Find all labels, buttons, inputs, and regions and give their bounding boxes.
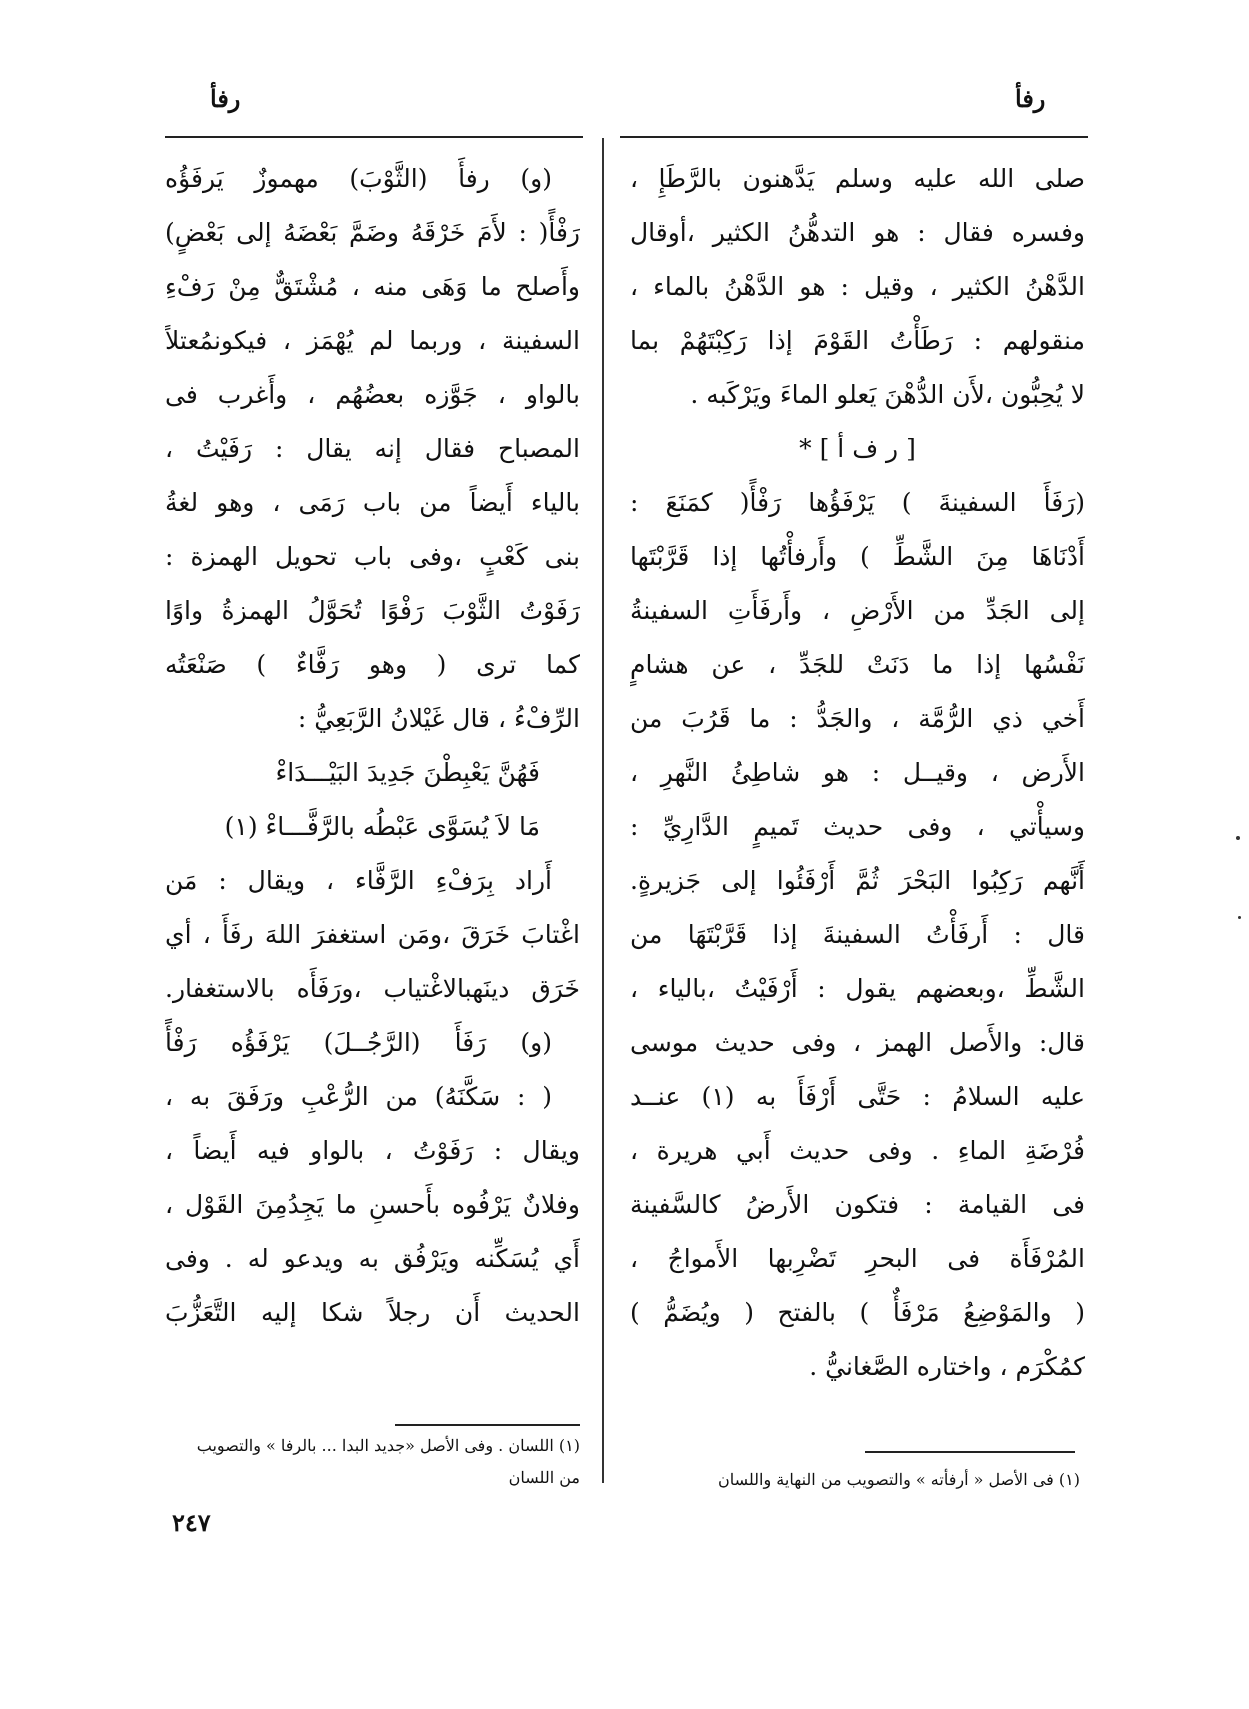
text-line: عليه السلامُ : حَتَّى أَرْفَأَ به (١) عنــد <box>630 1082 1085 1111</box>
text-line: منقولهم : رَطَأْتُ القَوْمَ إذا رَكِبْتَهُمْ بما <box>630 326 1085 355</box>
text-line: وفسره فقال : هو التدهُّنُ الكثير ،أوقال <box>630 218 1085 247</box>
text-line: رَفَوْتُ الثَّوْبَ رَفْوًا تُحَوَّلُ الهمزةُ واوًا <box>165 596 580 625</box>
text-line: (و) رَفَأَ (الرَّجُــلَ) يَرْفَؤُه رَفْأً <box>165 1028 552 1057</box>
text-line: ويقال : رَفَوْتُ ، بالواو فيه أَيضاً ، <box>165 1136 580 1165</box>
scan-speck <box>1236 836 1240 840</box>
text-line: المصباح فقال إنه يقال : رَفَيْتُ ، <box>165 434 580 463</box>
text-line: كما ترى ( وهو رَفَّاءٌ ) صَنْعَتُه <box>165 650 580 679</box>
text-line: خَرَق دينَهبالاغْتياب ،ورَفَأَه بالاستغفار. <box>165 974 580 1003</box>
footnote-text: (١) اللسان . وفى الأصل «جديد البدا ... بالرفا » والتصويب <box>196 1436 580 1455</box>
text-line: قال : أَرفَأْتُ السفينةَ إذا قَرَّبْتَهَا من <box>630 920 1085 949</box>
left-column <box>165 152 580 1340</box>
footnote-left <box>165 1430 580 1494</box>
footnote-rule-right <box>865 1451 1075 1453</box>
text-line: رَفْأً( : لأَمَ خَرْقَهُ وضَمَّ بَعْضَهُ إلى بَعْضٍ) <box>165 218 580 247</box>
text-line: بنى كَعْبٍ ،وفى باب تحويل الهمزة : <box>165 542 580 571</box>
text-line: (و) رفأَ (الثَّوْبَ) مهموزٌ يَرفَؤُه <box>165 164 552 193</box>
text-line: أَي يُسَكِّنه ويَرْفُق به ويدعو له . وفى <box>165 1244 580 1273</box>
text-line: السفينة ، وربما لم يُهْمَز ، فيكونمُعتلاً <box>165 326 580 355</box>
footnote-text: من اللسان <box>508 1468 580 1487</box>
text-line: أَخي ذي الرُّمَّة ، والجَدُّ : ما قَرُبَ من <box>630 704 1085 733</box>
text-line: كمُكْرَم ، واختاره الصَّغانيُّ . <box>809 1352 1085 1381</box>
scan-speck <box>1238 916 1241 919</box>
text-line: لا يُحِبُّون ،لأَن الدُّهْنَ يَعلو الماءَ ويَرْكَبه . <box>690 380 1085 409</box>
text-line: بالواو ، جَوَّزه بعضُهُم ، وأَغرب فى <box>165 380 580 409</box>
text-line: صلى الله عليه وسلم يَدَّهنون بالرَّطَإِ ، <box>630 164 1085 193</box>
text-line: (رَفَأَ السفينةَ ) يَرْفَؤُها رَفْأً( كمَنَعَ : <box>630 488 1085 517</box>
running-head-left: رفأ <box>210 84 241 113</box>
text-line: أَراد بِرَفْءِ الرَّفَّاء ، ويقال : مَن <box>165 866 552 895</box>
text-line: الدَّهْنُ الكثير ، وقيل : هو الدَّهْنُ بالماء ، <box>630 272 1085 301</box>
text-line: فى القيامة : فتكون الأَرضُ كالسَّفينة <box>630 1190 1085 1219</box>
right-column <box>630 152 1085 1394</box>
text-line: الأَرض ، وقيــل : هو شاطِئُ النَّهرِ ، <box>630 758 1085 787</box>
text-line: قال: والأَصل الهمز ، وفى حديث موسى <box>630 1028 1085 1057</box>
text-line: بالياء أَيضاً من باب رَمَى ، وهو لغةُ <box>165 488 580 517</box>
text-line: إلى الجَدِّ من الأَرْضِ ، وأَرفَأَتِ السفينةُ <box>630 596 1085 625</box>
footnote-rule-left <box>395 1424 580 1426</box>
column-divider <box>602 138 604 1483</box>
text-line: ( : سَكَّنَهُ) من الرُّعْبِ ورَفَقَ به ، <box>165 1082 552 1111</box>
text-line: المُرْفَأَة فى البحرِ تَضْرِبها الأَمواجُ ، <box>630 1244 1085 1273</box>
text-line: ( والمَوْضِعُ مَرْفَأٌ ) بالفتح ( ويُضَمُّ ) <box>630 1298 1085 1327</box>
text-line: أَنَّهم رَكِبُوا البَحْرَ ثُمَّ أَرْفَئُوا إلى جَزيرةٍ. <box>630 866 1085 895</box>
verse-line: مَا لاَ يُسَوَّى عَبْطُه بالرَّفَّـــاءْ (١) <box>224 812 540 841</box>
footnote-text: (١) فى الأصل « أرفأته » والتصويب من النهاية واللسان <box>717 1470 1080 1489</box>
footnote-right <box>640 1464 1080 1496</box>
running-head-right: رفأ <box>1015 84 1046 113</box>
header-rule-left <box>165 136 583 138</box>
text-line: الحديث أَن رجلاً شكا إليه التَّعَزُّبَ <box>165 1298 580 1327</box>
header-rule-right <box>620 136 1088 138</box>
text-line: أَدْنَاهَا مِنَ الشَّطِّ ) وأَرفأْتُها إذا قَرَّبْتَها <box>630 542 1085 571</box>
text-line: وفلانٌ يَرْفُوه بأَحسنِ ما يَجِدُمِنَ القَوْل ، <box>165 1190 580 1219</box>
text-line: نَفْسُها إذا ما دَنَتْ للجَدِّ ، عن هشامٍ <box>630 650 1085 679</box>
verse-line: فَهُنَّ يَعْبِطْنَ جَدِيدَ البَيْـــدَاءْ <box>275 758 540 787</box>
text-line: الشَّطِّ ،وبعضهم يقول : أَرْفَيْتُ ،بالياء ، <box>630 974 1085 1003</box>
entry-heading: [ ر ف أ ] * <box>799 434 916 463</box>
text-line: وأَصلح ما وَهَى منه ، مُشْتَقٌّ مِنْ رَفْءِ <box>165 272 580 301</box>
page-number: ٢٤٧ <box>172 1508 211 1537</box>
text-line: فُرْضَةِ الماءِ . وفى حديث أَبي هريرة ، <box>630 1136 1085 1165</box>
text-line: الرِّفْءُ ، قال غَيْلانُ الرَّبَعِيُّ : <box>297 704 580 733</box>
text-line: وسيأْتي ، وفى حديث تَميمٍ الدَّارِيِّ : <box>630 812 1085 841</box>
text-line: اغْتابَ خَرَقَ ،ومَن استغفرَ اللهَ رفَأَ ، أي <box>165 920 580 949</box>
